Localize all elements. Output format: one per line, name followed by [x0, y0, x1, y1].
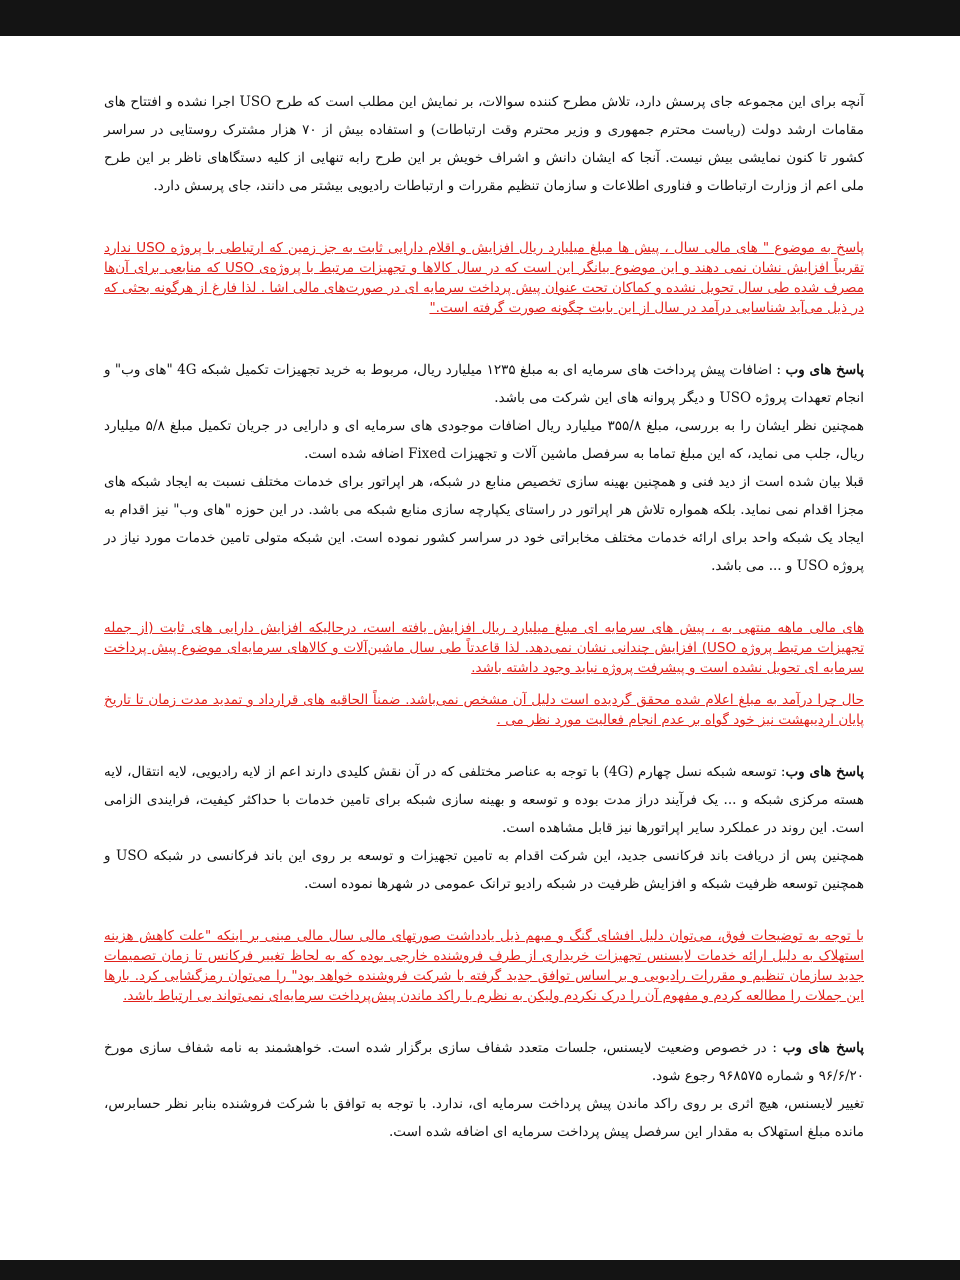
answer-3-paragraph-2: تغییر لایسنس، هیچ اثری بر روی راکد ماندن پیش پرداخت سرمایه ای، ندارد. با توجه به توافق با شرکت فروشنده بنابر نظر حسابرس، مانده مبلغ استهلاک به مقدار این سرفصل پیش پرداخت سرمایه ای اضافه شده است.: [104, 1096, 864, 1140]
question-1: پاسخ به موضوع " های مالی سال ، پیش ها مبلغ میلیارد ریال افزایش و اقلام دارایی ثابت به جز زمین که ارتباطی با پروژه USO ندارد تقریباً افزایش نشان نمی دهند و این موضوع بیانگر این است که در سال کالاها و تجهیزات مرتبط با پروژه‌ی USO که منابعی برای آن‌ها مصرف شده طی سال تحویل نشده و کماکان تحت عنوان پیش پرداخت سرمایه ای در صورت‌های مالی اشا . لذا فارغ از هرگونه بحثی که در ذیل می‌آید شناسایی درآمد در سال از این بابت چگونه صورت گرفته است.": [104, 240, 864, 316]
answer-2-label: پاسخ های وب: [785, 764, 864, 780]
answer-3-label: پاسخ های وب: [782, 1040, 864, 1056]
answer-1-paragraph-1: [104, 356, 864, 412]
answer-3-paragraph-1: [104, 1034, 864, 1090]
answer-2-paragraph-2: همچنین پس از دریافت باند فرکانسی جدید، این شرکت اقدام به تامین تجهیزات و توسعه بر روی این باند فرکانسی در شبکه USO و همچنین توسعه ظرفیت شبکه و افزایش ظرفیت در شبکه رادیو ترانک عمومی در شهرها نموده است.: [104, 848, 865, 892]
top-border: [0, 0, 960, 36]
document-body: [104, 88, 864, 1146]
answer-1-paragraph-2: همچنین نظر ایشان را به بررسی، مبلغ ۳۵۵/۸ میلیارد ریال اضافات موجودی های سرمایه ای و دارایی در جریان تکمیل مبلغ ۵/۸ میلیارد ریال، جلب می نماید، که این مبلغ تماما به سرفصل ماشین آلات و تجهیزات Fixed اضافه شده است.: [104, 418, 864, 462]
answer-1-text-1: : اضافات پیش پرداخت های سرمایه ای به مبلغ ۱۲۳۵ میلیارد ریال، مربوط به خرید تجهیزات تکمیل شبکه 4G "های وب" و انجام تعهدات پروژه USO و دیگر پروانه های این شرکت می باشد.: [104, 362, 864, 406]
bottom-border: [0, 1260, 960, 1280]
answer-1-paragraph-3: قبلا بیان شده است از دید فنی و همچنین بهینه سازی تخصیص منابع در شبکه، هر اپراتور برای خدمات مختلف نسبت به ایجاد شبکه های مجزا اقدام نمی نماید. بلکه همواره تلاش هر اپراتور در راستای یکپارچه سازی منابع شبکه می باشد. در این حوزه "های وب" نیز اقدام به ایجاد یک شبکه واحد برای ارائه خدمات مختلف مخابراتی خود در سراسر کشور نموده است. این شبکه متولی تامین خدمات مورد نیاز در پروژه USO و ... می باشد.: [104, 474, 864, 574]
intro-paragraph: آنچه برای این مجموعه جای پرسش دارد، تلاش مطرح کننده سوالات، بر نمایش این مطلب است که طرح USO اجرا نشده و افتتاح های مقامات ارشد دولت (ریاست محترم جمهوری و وزیر محترم وقت ارتباطات) و استفاده بیش از ۷۰ هزار مشترک روستایی در سراسر کشور تا کنون نمایشی بیش نیست. آنجا که ایشان دانش و اشراف خویش بر این طرح رابه تنهایی از کلیه دستگاهای ناظر بر این طرح ملی اعم از وزارت ارتباطات و فناوری اطلاعات و سازمان تنظیم مقررات و ارتباطات رادیویی بیشتر می دانند، جای پرسش دارد.: [104, 94, 864, 194]
question-2-part-2: حال چرا درآمد به مبلغ اعلام شده محقق گردیده است دلیل آن مشخص نمی‌باشد. ضمناً الحاقیه های قرارداد و تمدید مدت زمان تا تاریخ پایان اردیبهشت نیز خود گواه بر عدم انجام فعالیت مورد نظر می .: [104, 692, 864, 728]
question-3: با توجه به توضیحات فوق، می‌توان دلیل افشای گنگ و مبهم ذیل یادداشت صورتهای مالی سال مالی مبنی بر اینکه "علت کاهش هزینه استهلاک به دلیل ارائه خدمات لایسنس تجهیزات خریداری از طرف فروشنده خارجی بوده که به لحاظ تغییر فرکانس تا زمان تصمیمات جدید سازمان تنظیم و مقررات رادیویی و بر اساس توافق جدید گرفته با شرکت فروشنده خواهد بود" را می‌توان رمزگشایی کرد. بارها این جملات را مطالعه کردم و مفهوم آن را درک نکردم ولیکن به نظرم با راکد ماندن پیش‌پرداخت سرمایه‌ای نمی‌تواند بی ارتباط باشد.: [104, 928, 864, 1004]
question-2-part-1: های مالی ماهه منتهی به ، پیش های سرمایه ای مبلغ میلیارد ریال افزایش یافته است، درحالیکه افزایش دارایی های ثابت (از جمله تجهیزات مرتبط پروژه USO) افزایش چندانی نشان نمی‌دهد. لذا قاعدتاً طی سال ماشین‌آلات و کالاهای سرمایه‌ای موضوع پیش پرداخت سرمایه ای تحویل نشده است و پیشرفت پروژه نباید وجود داشته باشد.: [104, 620, 864, 676]
answer-3-text-1: : در خصوص وضعیت لایسنس، جلسات متعدد شفاف سازی برگزار شده است. خواهشمند به نامه شفاف سازی مورخ ۹۶/۶/۲۰ و شماره ۹۶۸۵۷۵ رجوع شود.: [104, 1040, 864, 1084]
answer-2-text-1: : توسعه شبکه نسل چهارم (4G) با توجه به عناصر مختلفی که در آن نقش کلیدی دارند اعم از لایه رادیویی، لایه انتقال، لایه هسته مرکزی شبکه و ... یک فرآیند دراز مدت بوده و توسعه و بهینه سازی شبکه برای تامین خدمات با حداکثر کیفیت، فرایندی الزامی است. این روند در عملکرد سایر اپراتورها نیز قابل مشاهده است.: [104, 764, 864, 836]
answer-1-label: پاسخ های وب: [785, 362, 864, 378]
answer-2-paragraph-1: [104, 758, 864, 842]
